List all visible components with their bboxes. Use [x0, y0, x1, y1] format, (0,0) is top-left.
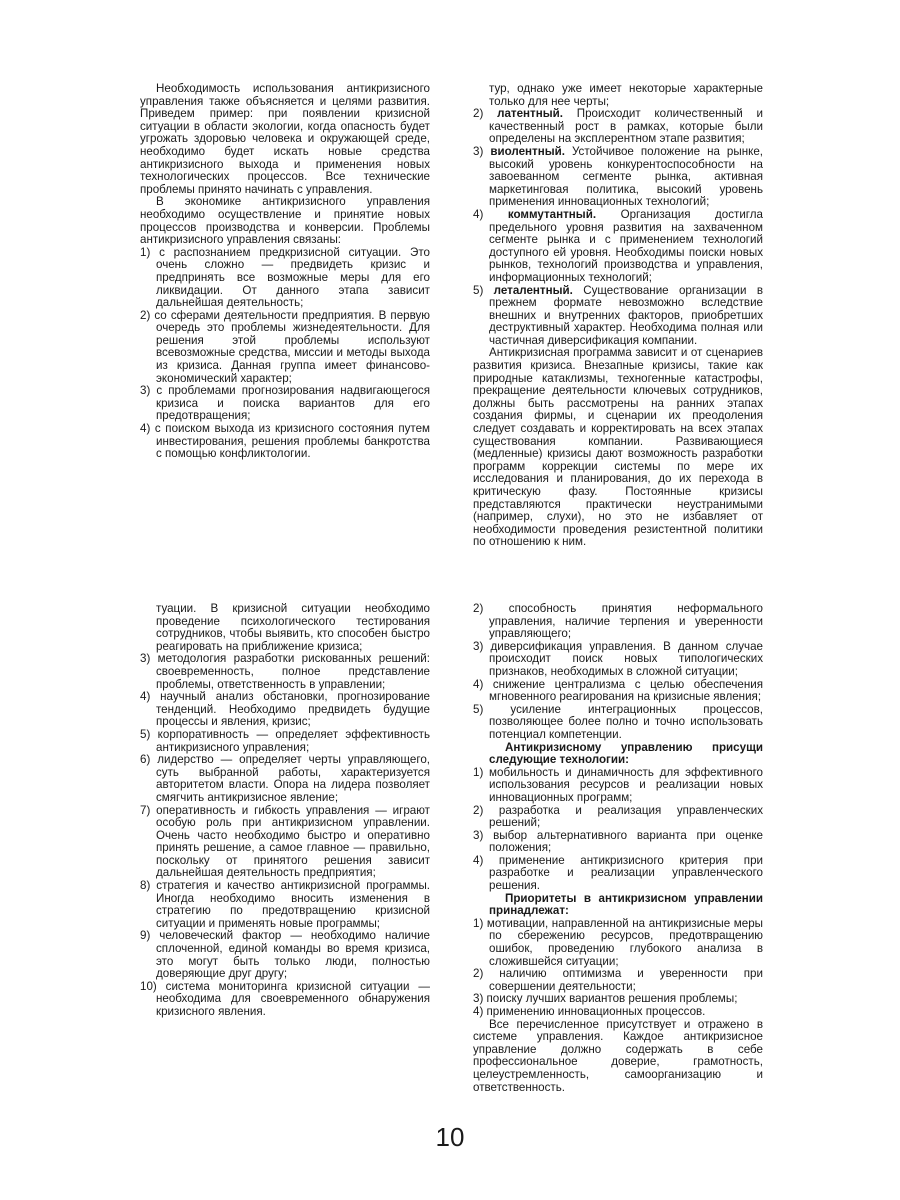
item-number: 5): [473, 283, 484, 297]
continued-text: тур, однако уже имеет некоторые характерные только для нее черты;: [489, 82, 763, 108]
list-item: 1) мотивации, направленной на антикризисные меры по сбережению ресурсов, предотвращению ошибок, проведению глубокого анализа в сложившейся ситуации;: [473, 916, 763, 968]
list-item: 4) применение антикризисного критерия при разработке и реализации управленческого решения.: [473, 853, 763, 893]
list-item: 1) с распознанием предкризисной ситуации. Это очень сложно — предвидеть кризис и предпринять все возможные меры для его ликвидации. От данного этапа зависит дальнейшая деятельность;: [140, 245, 430, 310]
paragraph: Антикризисная программа зависит и от сценариев развития кризиса. Внезапные кризисы, такие как природные катаклизмы, техногенные катастрофы, прекращение деятельности ключевых сотрудников, должны быть рассмотрены на ранних этапах создания фирмы, и сценарии их преодоления следует создавать и корректировать на всех этапах существования компании. Развивающиеся (медленные) кризисы дают возможность разработки программ коррекции системы по мере их исследования и планирования, до их перехода в критическую фазу. Постоянные кризисы представляются практически неустранимыми (например, слухи), но это не избавляет от необходимости проведения резистентной политики по отношению к ним.: [473, 346, 763, 549]
list-item: 4) с поиском выхода из кризисного состояния путем инвестирования, решения проблемы банкротства с помощью конфликтологии.: [140, 422, 430, 461]
list-item: 3) диверсификация управления. В данном случае происходит поиск новых типологических признаков, необходимых в сложной ситуации;: [473, 639, 763, 678]
section-heading: Антикризисному управлению присущи следующие технологии:: [489, 740, 763, 767]
list-item: 2) наличию оптимизма и уверенности при совершении деятельности;: [473, 967, 763, 993]
item-term: виолентный.: [490, 144, 565, 158]
list-item: 4) снижение централизма с целью обеспечения мгновенного реагирования на кризисные явления;: [473, 677, 763, 704]
column-bottom-right: [473, 603, 763, 1094]
list-item: 3) методология разработки рискованных решений: своевременность, полное представление проблемы, ответственность в управлении;: [140, 652, 430, 691]
section-heading: Приоритеты в антикризисном управлении принадлежат:: [489, 891, 763, 918]
list-item: [473, 108, 763, 146]
column-bottom-left: [140, 603, 430, 1019]
item-term: леталентный.: [493, 283, 573, 297]
list-item: 3) с проблемами прогнозирования надвигающегося кризиса и поиска вариантов для его предотвращения;: [140, 384, 430, 423]
list-item: 8) стратегия и качество антикризисной программы. Иногда необходимо вносить изменения в стратегию по предотвращению кризисной ситуации и применять новые программы;: [140, 879, 430, 930]
item-number: 2): [473, 107, 484, 121]
list-item: [473, 285, 763, 348]
list-item: 4) применению инновационных процессов.: [473, 1005, 706, 1018]
list-item: 2) способность принятия неформального управления, наличие терпения и уверенности управляющего;: [473, 602, 763, 641]
list-item: 9) человеческий фактор — необходимо наличие сплоченной, единой команды во время кризиса, это могут быть только люди, полностью доверяющие друг другу;: [140, 929, 430, 981]
continued-text: туации. В кризисной ситуации необходимо проведение психологического тестирования сотрудников, чтобы выявить, кто способен быстро реагировать на приближение кризиса;: [156, 602, 430, 653]
list-item: 10) система мониторинга кризисной ситуации — необходима для своевременного обнаружения кризисного явления.: [140, 979, 430, 1018]
item-text: Происходит количественный и качественный рост в рамках, которые были определены на эксплерентном этапе развития;: [489, 107, 763, 146]
list-item: 1) мобильность и динамичность для эффективного использования ресурсов и реализации новых инновационных программ;: [473, 765, 763, 804]
list-item: 6) лидерство — определяет черты управляющего, суть выбранной работы, характеризуется авторитетом власти. Опора на лидера позволяет смягчить антикризисное явление;: [140, 753, 430, 804]
item-text: Организация достигла предельного уровня развития на захваченном сегменте рынка и с применением технологий доступного ей уровня. Необходимы поиски новых рынков, технологий производства и управления, информационных технологий;: [489, 207, 763, 284]
item-term: коммутантный.: [507, 207, 597, 221]
paragraph: В экономике антикризисного управления необходимо осуществление и принятие новых процессов производства и конверсии. Проблемы антикризисного управления связаны:: [140, 195, 430, 247]
list-item: [473, 209, 763, 285]
list-item: 3) выбор альтернативного варианта при оценке положения;: [473, 828, 763, 855]
paragraph: Все перечисленное присутствует и отражено в системе управления. Каждое антикризисное управление должно содержать в себе профессиональное доверие, грамотность, целеустремленность, самоорганизацию и ответственность.: [473, 1017, 763, 1094]
list-item: 2) со сферами деятельности предприятия. В первую очередь это проблемы жизнедеятельности. Для решения этой проблемы используют всевозможные средства, миссии и методы выхода из кризиса. Данная группа имеет финансово-экономический характер;: [140, 308, 430, 385]
list-item: 5) корпоративность — определяет эффективность антикризисного управления;: [140, 727, 430, 754]
list-item: 5) усиление интеграционных процессов, позволяющее более полно и точно использовать потенциал компетенции.: [473, 702, 763, 741]
column-top-left: [140, 83, 430, 461]
list-item: 2) разработка и реализация управленческих решений;: [473, 803, 763, 830]
item-number: 3): [473, 144, 484, 158]
list-item: 4) научный анализ обстановки, прогнозирование тенденций. Необходимо предвидеть будущие процессы и явления, кризис;: [140, 690, 430, 729]
list-item: 3) поиску лучших вариантов решения проблемы;: [473, 992, 738, 1006]
item-number: 4): [473, 207, 484, 221]
item-term: латентный.: [497, 107, 563, 121]
column-top-right: [473, 83, 763, 549]
page-number: 10: [435, 1122, 465, 1152]
item-text: Устойчивое положение на рынке, высокий уровень конкурентоспособности на завоеванном сегменте рынка, активная маркетинговая политика, высокий уровень применения инновационных технологий;: [489, 144, 763, 209]
item-text: Существование организации в прежнем формате невозможно вследствие внешних и внутренних факторов, приобретших деструктивный характер. Необходима полная или частичная диверсификация компании.: [489, 283, 763, 347]
list-item: 7) оперативность и гибкость управления — играют особую роль при антикризисном управлении. Очень часто необходимо быстро и оперативно принять решение, а самое главное — правильно, поскольку от принятого решения зависит дальнейшая деятельность предприятия;: [140, 803, 430, 880]
paragraph: Необходимость использования антикризисного управления также объясняется и целями развития. Приведем пример: при появлении кризисной ситуации в области экологии, когда опасность будет угрожать здоровью человека и окружающей среде, необходимо будет искать новые средства антикризисного выхода и применения новых технологических процессов. Все технические проблемы принято начинать с управления.: [140, 82, 430, 196]
list-item: [473, 146, 763, 209]
